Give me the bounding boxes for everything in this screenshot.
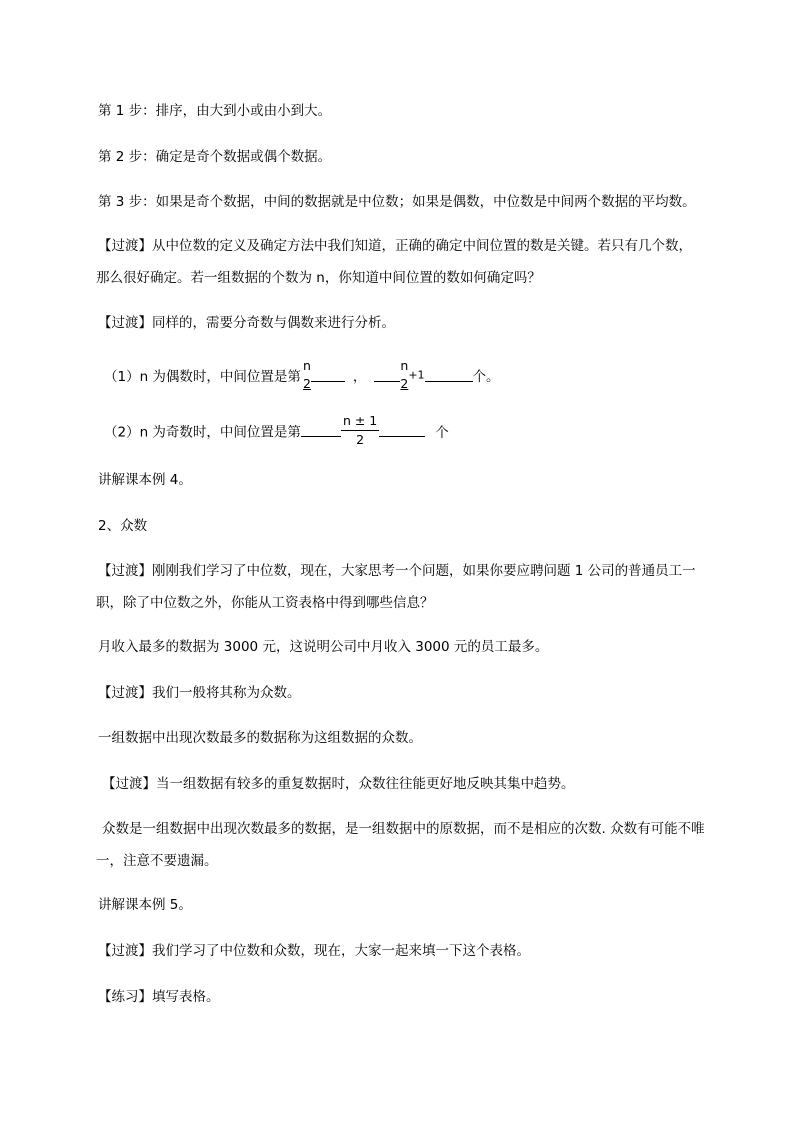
blank-3 bbox=[425, 381, 473, 382]
mode-note bbox=[96, 813, 722, 877]
even-fraction-1 bbox=[303, 357, 311, 393]
even-case-prefix: （1）n 为偶数时，中间位置是第 bbox=[104, 369, 301, 385]
section-2-heading: 2、众数 bbox=[98, 518, 148, 534]
even-case-separator: ， bbox=[352, 369, 367, 385]
even-fraction-2-plus: +1 bbox=[408, 368, 425, 382]
transition-paragraph-2: 【过渡】同样的，需要分奇数与偶数来进行分析。 bbox=[98, 315, 395, 331]
step-3: 第 3 步：如果是奇个数据，中间的数据就是中位数；如果是偶数，中位数是中间两个数据的平均数。 bbox=[98, 194, 696, 210]
blank-2 bbox=[374, 381, 400, 382]
even-fraction-2-denominator: 2 bbox=[400, 376, 409, 391]
transition-1-line-2: 那么很好确定。若一组数据的个数为 n，你知道中间位置的数如何确定吗？ bbox=[96, 270, 541, 286]
transition-paragraph-5: 【过渡】当一组数据有较多的重复数据时，众数往往能更好地反映其集中趋势。 bbox=[102, 776, 575, 792]
odd-fraction-numerator: n ± 1 bbox=[341, 412, 379, 431]
odd-fraction bbox=[341, 412, 379, 449]
transition-paragraph-6: 【过渡】我们学习了中位数和众数，现在，大家一起来填一下这个表格。 bbox=[98, 943, 530, 959]
odd-fraction-denominator: 2 bbox=[356, 432, 365, 447]
blank-5 bbox=[379, 436, 425, 437]
even-fraction-1-denominator: 2 bbox=[302, 376, 311, 391]
odd-case-suffix: 个 bbox=[435, 424, 449, 441]
blank-1 bbox=[311, 381, 345, 382]
odd-case-line bbox=[104, 412, 449, 449]
practice-heading: 【练习】填写表格。 bbox=[98, 989, 220, 1005]
even-fraction-1-numerator: n bbox=[302, 358, 311, 373]
step-1: 第 1 步：排序，由大到小或由小到大。 bbox=[98, 103, 332, 119]
step-2: 第 2 步：确定是奇个数据或偶个数据。 bbox=[98, 149, 332, 165]
transition-3-line-2: 职，除了中位数之外，你能从工资表格中得到哪些信息？ bbox=[96, 595, 434, 611]
transition-paragraph-1 bbox=[98, 230, 718, 294]
income-note: 月收入最多的数据为 3000 元，这说明公司中月收入 3000 元的员工最多。 bbox=[98, 639, 549, 655]
even-fraction-2-numerator: n bbox=[400, 358, 409, 373]
even-case-suffix: 个。 bbox=[472, 369, 500, 385]
transition-paragraph-3 bbox=[98, 555, 718, 619]
odd-case-prefix: （2）n 为奇数时，中间位置是第 bbox=[104, 424, 301, 441]
transition-3-line-1: 【过渡】刚刚我们学习了中位数，现在，大家思考一个问题，如果你要应聘问题 1 公司的普通员工一 bbox=[98, 563, 696, 579]
blank-4 bbox=[301, 436, 341, 437]
transition-paragraph-4: 【过渡】我们一般将其称为众数。 bbox=[98, 685, 301, 701]
example-5: 讲解课本例 5。 bbox=[98, 897, 192, 913]
even-fraction-2 bbox=[400, 357, 408, 393]
example-4: 讲解课本例 4。 bbox=[98, 472, 192, 488]
transition-1-line-1: 【过渡】从中位数的定义及确定方法中我们知道，正确的确定中间位置的数是关键。若只有几个数， bbox=[98, 238, 692, 254]
even-case-line bbox=[104, 357, 500, 393]
mode-note-line-1: 众数是一组数据中出现次数最多的数据，是一组数据中的原数据，而不是相应的次数. 众数有可能不唯 bbox=[102, 821, 705, 837]
mode-definition: 一组数据中出现次数最多的数据称为这组数据的众数。 bbox=[98, 730, 422, 746]
mode-note-line-2: 一，注意不要遗漏。 bbox=[96, 853, 218, 869]
